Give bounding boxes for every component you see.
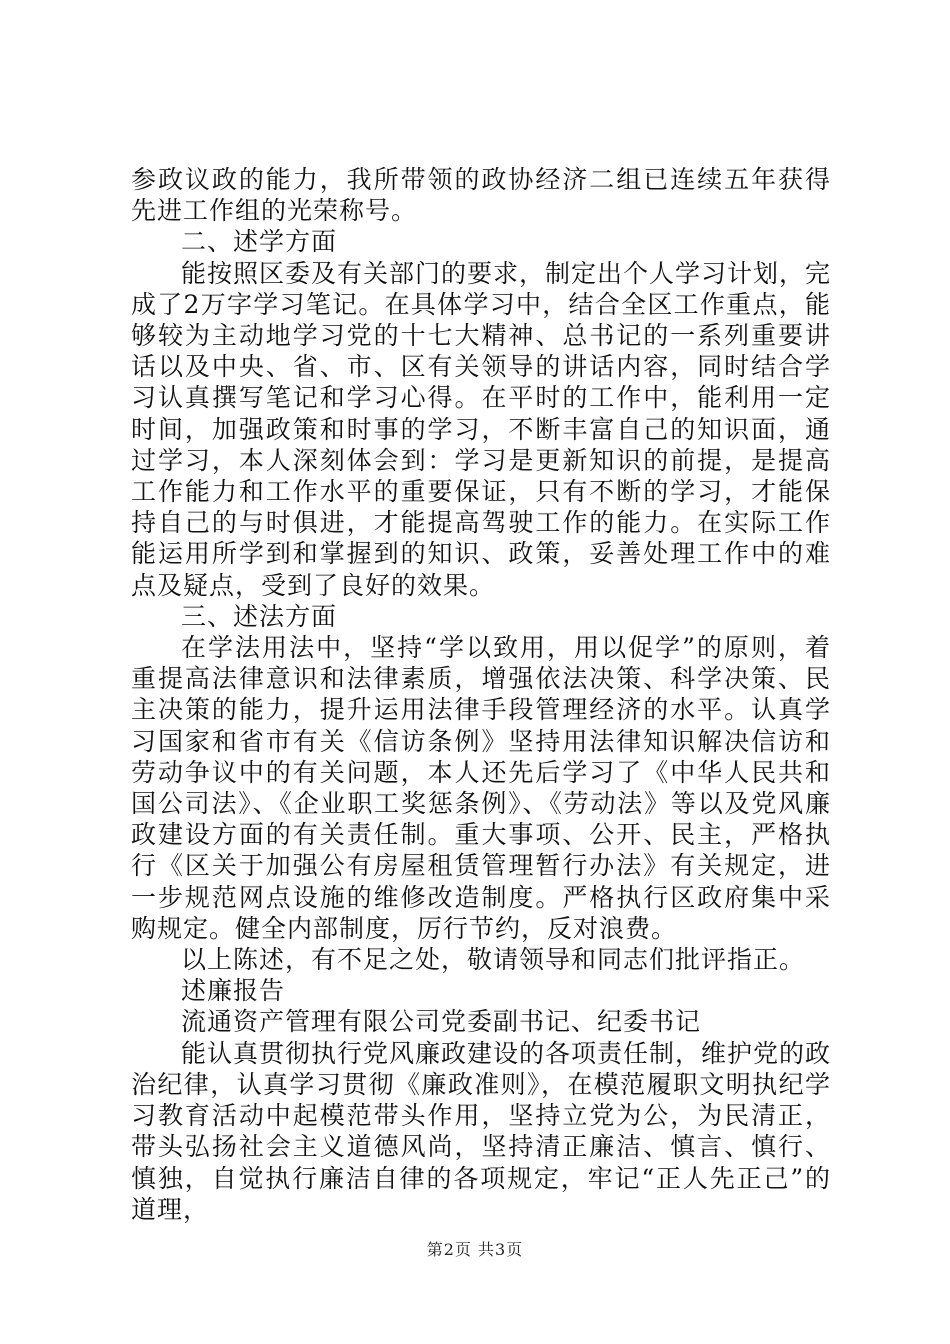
paragraph-closing: 以上陈述，有不足之处，敬请领导和同志们批评指正。: [181, 945, 806, 975]
section-heading-study: 二、述学方面: [181, 227, 338, 257]
paragraph-intro-continuation: 参政议政的能力，我所带领的政协经济二组已连续五年获得先进工作组的光荣称号。: [131, 165, 831, 226]
section-heading-law: 三、述法方面: [181, 601, 338, 631]
paragraph-integrity: 能认真贯彻执行党风廉政建设的各项责任制，维护党的政治纪律，认真学习贯彻《廉政准则》，在模范履职文明执纪学习教育活动中起模范带头作用，坚持立党为公，为民清正，带头弘扬社会主义道德风尚，坚持清正廉洁、慎言、慎行、慎独，自觉执行廉洁自律的各项规定，牢记“正人先正己”的道理，: [131, 1038, 832, 1224]
report-author-position: 流通资产管理有限公司党委副书记、纪委书记: [181, 1007, 702, 1037]
document-body: [131, 164, 831, 1225]
page-number-footer: 第2页 共3页: [426, 1240, 524, 1259]
report-title: 述廉报告: [181, 976, 286, 1006]
paragraph-study: 能按照区委及有关部门的要求，制定出个人学习计划，完成了2万字学习笔记。在具体学习中，结合全区工作重点，能够较为主动地学习党的十七大精神、总书记的一系列重要讲话以及中央、省、市、区有关领导的讲话内容，同时结合学习认真撰写笔记和学习心得。在平时的工作中，能利用一定时间，加强政策和时事的学习，不断丰富自己的知识面，通过学习，本人深刻体会到：学习是更新知识的前提，是提高工作能力和工作水平的重要保证，只有不断的学习，才能保持自己的与时俱进，才能提高驾驶工作的能力。在实际工作能运用所学到和掌握到的知识、政策，妥善处理工作中的难点及疑点，受到了良好的效果。: [131, 258, 832, 600]
paragraph-law: 在学法用法中，坚持“学以致用，用以促学”的原则，着重提高法律意识和法律素质，增强依法决策、科学决策、民主决策的能力，提升运用法律手段管理经济的水平。认真学习国家和省市有关《信访条例》坚持用法律知识解决信访和劳动争议中的有关问题，本人还先后学习了《中华人民共和国公司法》、《企业职工奖惩条例》、《劳动法》等以及党风廉政建设方面的有关责任制。重大事项、公开、民主，严格执行《区关于加强公有房屋租赁管理暂行办法》有关规定，进一步规范网点设施的维修改造制度。严格执行区政府集中采购规定。健全内部制度，厉行节约，反对浪费。: [131, 633, 831, 943]
